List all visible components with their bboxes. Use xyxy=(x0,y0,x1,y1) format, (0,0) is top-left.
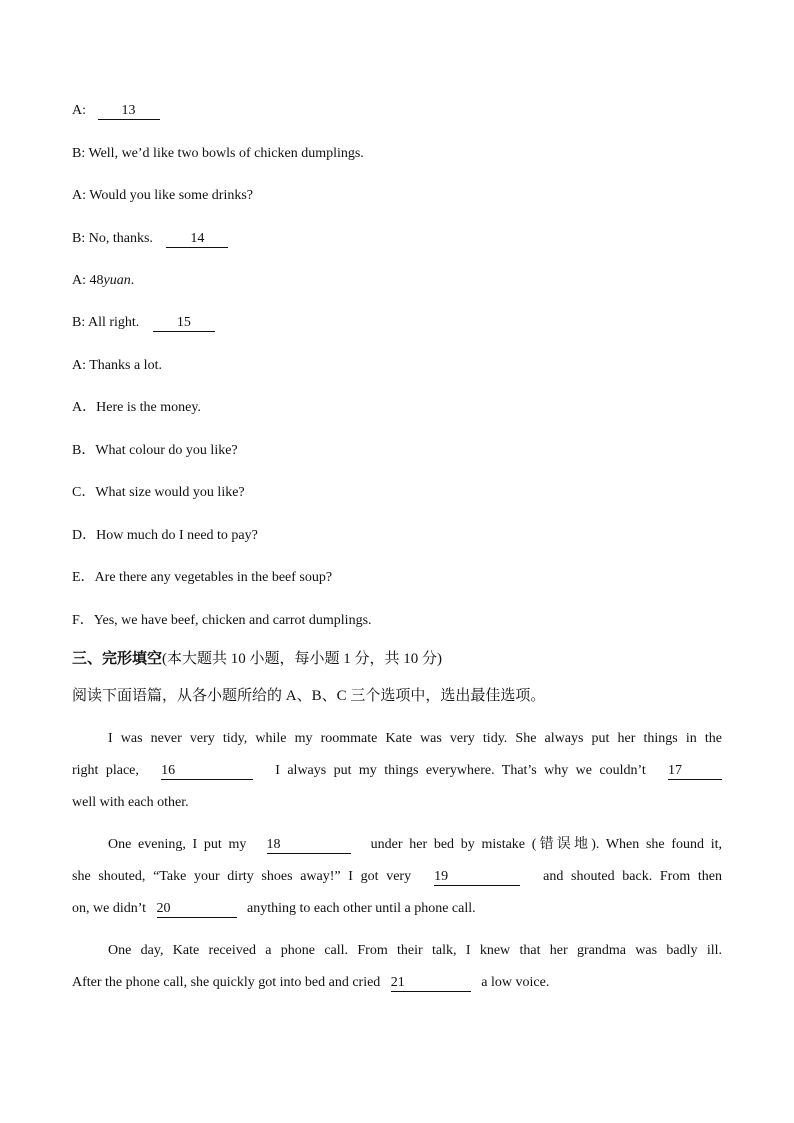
passage-text: under her bed by mistake (错误地). When she found it, xyxy=(370,837,722,852)
dialogue-line-6 xyxy=(72,314,215,332)
speaker-label: B: xyxy=(72,146,86,161)
dialogue-line-2 xyxy=(72,145,364,163)
answer-blank-20[interactable]: 20 xyxy=(157,901,237,918)
speaker-label: A: xyxy=(72,358,86,373)
passage-text: After the phone call, she quickly got into bed and cried xyxy=(72,975,381,990)
section-instruction: 阅读下面语篇，从各小题所给的 A、B、C 三个选项中，选出最佳选项。 xyxy=(72,688,546,704)
dialogue-text: Thanks a lot. xyxy=(89,358,162,373)
passage-text: I was never very tidy, while my roommate Kate was very tidy. She always put her things in the xyxy=(108,731,722,746)
answer-blank-18[interactable]: 18 xyxy=(267,837,351,854)
passage-line xyxy=(72,861,722,893)
option-a xyxy=(72,399,201,417)
dialogue-line-3 xyxy=(72,187,253,205)
option-c xyxy=(72,484,245,502)
option-text: Here is the money. xyxy=(96,400,201,415)
option-text: Are there any vegetables in the beef soup? xyxy=(94,570,333,585)
option-letter: B． xyxy=(72,443,96,458)
dialogue-text: 48 xyxy=(89,273,104,288)
option-d xyxy=(72,527,258,545)
dialogue-text: All right. xyxy=(87,315,140,330)
option-text: Yes, we have beef, chicken and carrot dumplings. xyxy=(93,613,372,628)
passage-text: I always put my things everywhere. That’s why we couldn’t xyxy=(275,763,646,778)
dialogue-text: No, thanks. xyxy=(88,231,153,246)
speaker-label: A: xyxy=(72,273,86,288)
passage-text: and shouted back. From then xyxy=(543,869,722,884)
passage-line xyxy=(72,829,722,861)
answer-blank-13[interactable]: 13 xyxy=(98,103,160,120)
passage-line xyxy=(72,893,722,925)
option-text: What size would you like? xyxy=(95,485,245,500)
dialogue-text-end: . xyxy=(130,273,135,288)
option-letter: D． xyxy=(72,528,97,543)
speaker-label: A: xyxy=(72,188,86,203)
passage-line xyxy=(72,723,722,755)
passage-line xyxy=(72,787,722,819)
passage-text: well with each other. xyxy=(72,795,189,810)
option-f xyxy=(72,612,372,630)
passage-line xyxy=(72,755,722,787)
passage-text: One evening, I put my xyxy=(108,837,247,852)
option-text: How much do I need to pay? xyxy=(96,528,258,543)
passage-text: anything to each other until a phone call. xyxy=(247,901,476,916)
answer-blank-15[interactable]: 15 xyxy=(153,315,215,332)
passage-text: she shouted, “Take your dirty shoes away!” I got very xyxy=(72,869,412,884)
answer-blank-19[interactable]: 19 xyxy=(434,869,520,886)
option-e xyxy=(72,569,332,587)
speaker-label: B: xyxy=(72,315,86,330)
section-title: 三、完形填空 xyxy=(72,651,163,667)
passage-text: a low voice. xyxy=(481,975,550,990)
speaker-label: B: xyxy=(72,231,86,246)
section-subtitle: (本大题共 10 小题，每小题 1 分，共 10 分) xyxy=(162,651,443,667)
dialogue-text: Would you like some drinks? xyxy=(89,188,253,203)
dialogue-text: Well, we’d like two bowls of chicken dumplings. xyxy=(88,146,364,161)
dialogue-line-5 xyxy=(72,272,134,290)
passage-line xyxy=(72,935,722,967)
passage-text: on, we didn’t xyxy=(72,901,147,916)
option-letter: F． xyxy=(72,613,94,628)
dialogue-italic-text: yuan xyxy=(103,273,131,288)
section-heading xyxy=(72,650,442,668)
passage-paragraph-3 xyxy=(72,935,722,999)
option-b xyxy=(72,442,238,460)
answer-blank-16[interactable]: 16 xyxy=(161,763,253,780)
option-letter: E． xyxy=(72,570,95,585)
answer-blank-14[interactable]: 14 xyxy=(166,231,228,248)
option-text: What colour do you like? xyxy=(95,443,238,458)
dialogue-line-1 xyxy=(72,102,160,120)
passage-paragraph-2 xyxy=(72,829,722,925)
option-letter: C． xyxy=(72,485,96,500)
dialogue-line-4 xyxy=(72,230,228,248)
passage-text: One day, Kate received a phone call. From their talk, I knew that her grandma was badly ill. xyxy=(108,943,722,958)
passage-paragraph-1 xyxy=(72,723,722,819)
passage-text: right place, xyxy=(72,763,139,778)
answer-blank-21[interactable]: 21 xyxy=(391,975,471,992)
speaker-label: A: xyxy=(72,103,86,118)
passage-line xyxy=(72,967,722,999)
option-letter: A． xyxy=(72,400,97,415)
dialogue-line-7 xyxy=(72,357,162,375)
answer-blank-17[interactable]: 17 xyxy=(668,763,722,780)
